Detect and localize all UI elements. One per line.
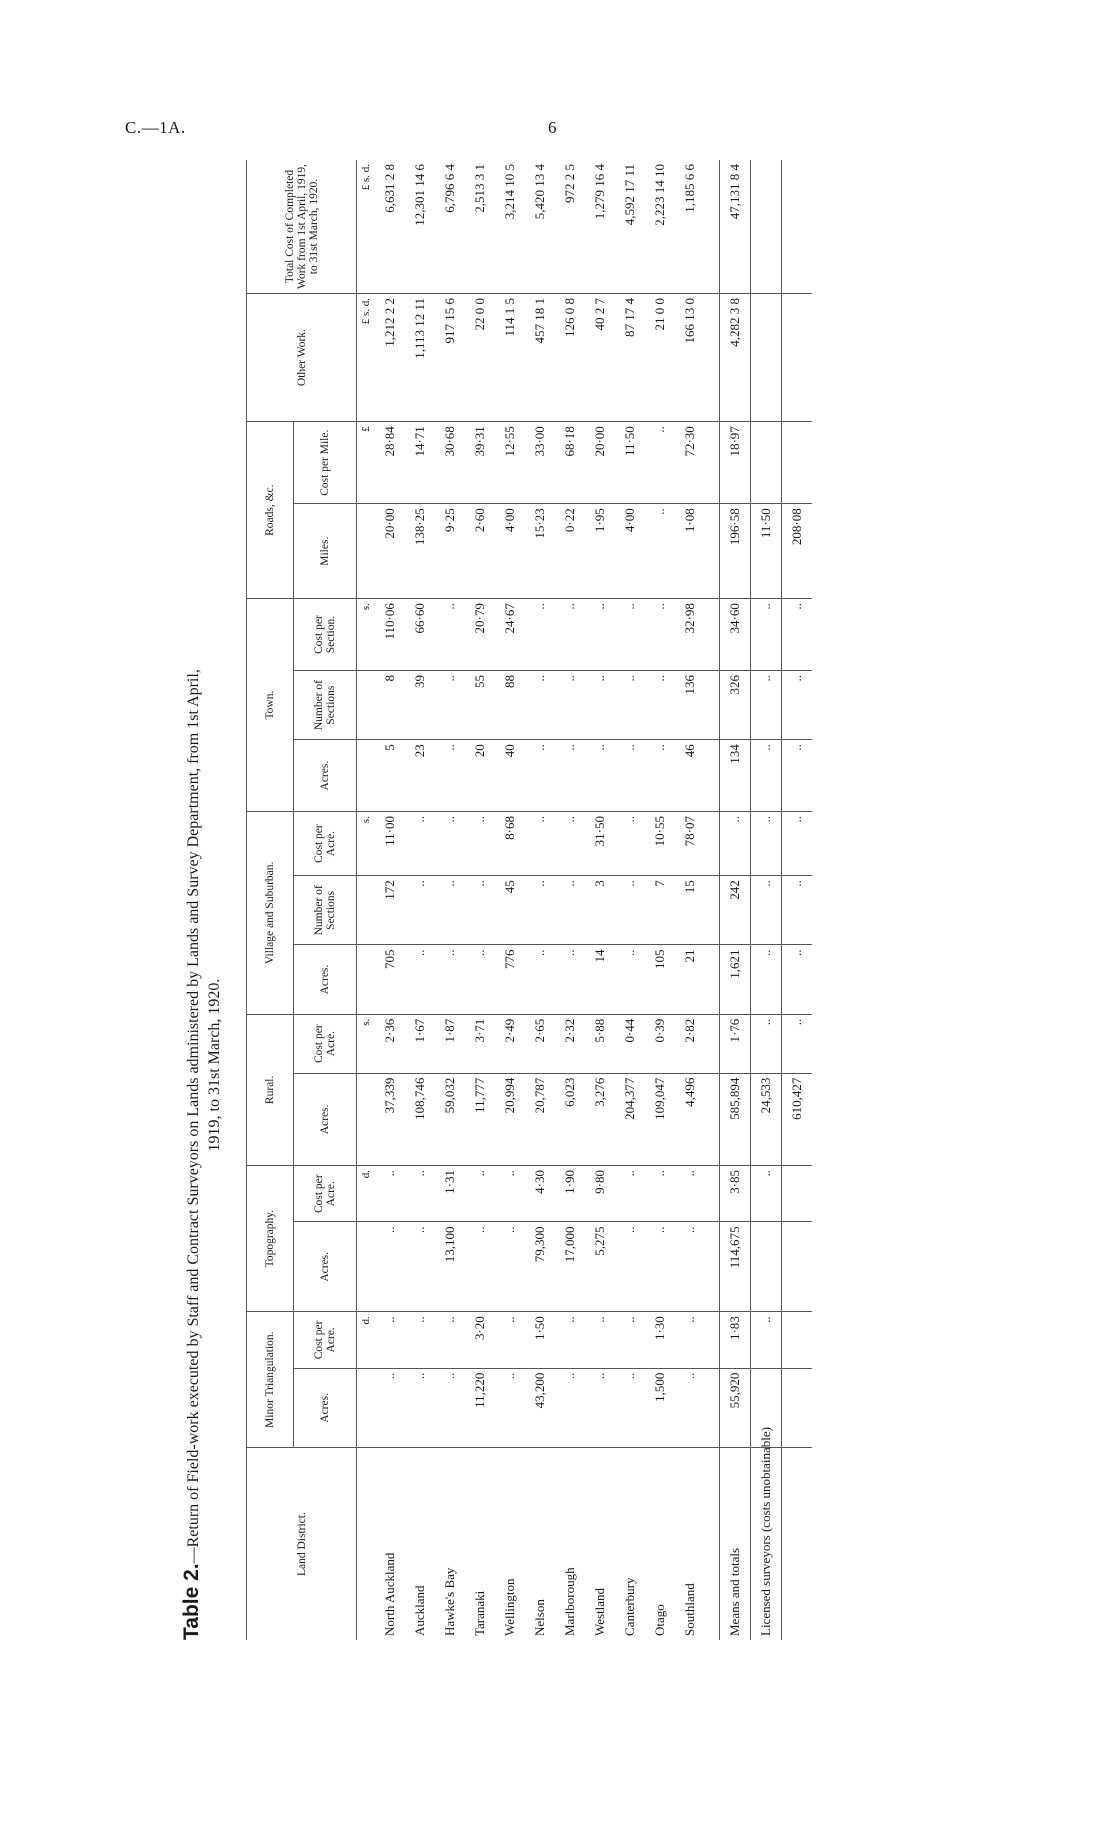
cell-town-acres: .. [585, 740, 615, 812]
cell-topo-acres: .. [675, 1222, 705, 1312]
cell-mile-cost: 33·00 [525, 422, 555, 504]
cell-rural-cost: 0·44 [615, 1014, 645, 1073]
cell-town-sections: .. [645, 670, 675, 739]
cell-other: 166 13 0 [675, 293, 705, 421]
cell-rural-cost: 2·36 [375, 1014, 405, 1073]
grand-total-row [782, 160, 813, 1640]
cell-total: 2,513 3 1 [465, 160, 495, 293]
cell-district: Marlborough [562, 1567, 577, 1636]
units-row [357, 160, 376, 1640]
cell-mt-cost: 1·83 [720, 1312, 751, 1368]
cell-town-sections: .. [585, 670, 615, 739]
table-row [555, 160, 585, 1640]
cell-rural-cost: 1·87 [435, 1014, 465, 1073]
cell-vs-cost: .. [525, 812, 555, 876]
cell-mile-cost: 11·50 [615, 422, 645, 504]
col-rural: Rural. [247, 1014, 294, 1165]
table-row [585, 160, 615, 1640]
cell-other: 1,113 12 11 [405, 293, 435, 421]
cell-vs-acres: .. [525, 945, 555, 1014]
cell-miles: .. [645, 504, 675, 599]
cell-total: 4,592 17 11 [615, 160, 645, 293]
cell-rural-acres: 59,032 [435, 1073, 465, 1165]
cell-town-sections: .. [615, 670, 645, 739]
cell-miles: 4·00 [615, 504, 645, 599]
cell-vs-cost: .. [435, 812, 465, 876]
title-line-2: 1919, to 31st March, 1920. [206, 978, 223, 1152]
page-header-left: C.—1A. [125, 118, 186, 137]
cell-town-cost: .. [435, 599, 465, 671]
cell-vs-sections: .. [465, 876, 495, 945]
cell-district: Canterbury [622, 1577, 637, 1636]
cell-rural-acres: 20,994 [495, 1073, 525, 1165]
cell-topo-acres [782, 1222, 813, 1312]
cell-rural-acres: 37,339 [375, 1073, 405, 1165]
cell-vs-acres: 21 [675, 945, 705, 1014]
cell-district [782, 1448, 813, 1640]
sub-cost-per-acre: Cost per Acre. [294, 1014, 357, 1073]
cell-mt-acres: .. [435, 1368, 465, 1448]
cell-rural-cost: 1·67 [405, 1014, 435, 1073]
cell-town-acres: .. [525, 740, 555, 812]
col-land-district: Land District. [247, 1448, 357, 1640]
cell-total: 1,185 6 6 [675, 160, 705, 293]
cell-mile-cost: .. [645, 422, 675, 504]
table-row [525, 160, 555, 1640]
cell-mt-acres: 43,200 [525, 1368, 555, 1448]
table-row [675, 160, 705, 1640]
table-label: Table 2. [180, 1563, 203, 1640]
unit-label: s. [357, 812, 376, 876]
cell-miles: 1·95 [585, 504, 615, 599]
cell-town-cost: .. [555, 599, 585, 671]
unit-label: £ s. d. [357, 293, 376, 421]
cell-rural-cost: .. [782, 1014, 813, 1073]
cell-other: 114 1 5 [495, 293, 525, 421]
cell-topo-cost: .. [615, 1166, 645, 1222]
cell-total: 6,796 6 4 [435, 160, 465, 293]
cell-rural-acres: 4,496 [675, 1073, 705, 1165]
cell-vs-acres: 776 [495, 945, 525, 1014]
cell-town-cost: 20·79 [465, 599, 495, 671]
cell-topo-cost: .. [495, 1166, 525, 1222]
cell-mt-acres: .. [675, 1368, 705, 1448]
cell-mile-cost: 39·31 [465, 422, 495, 504]
cell-vs-acres: .. [435, 945, 465, 1014]
table-row [615, 160, 645, 1640]
table-row [465, 160, 495, 1640]
cell-rural-cost: 0·39 [645, 1014, 675, 1073]
cell-rural-cost: 2·32 [555, 1014, 585, 1073]
totals-row [720, 160, 751, 1640]
col-town: Town. [247, 599, 294, 812]
cell-vs-acres: .. [782, 945, 813, 1014]
cell-total: 1,279 16 4 [585, 160, 615, 293]
cell-topo-acres: 114,675 [720, 1222, 751, 1312]
cell-miles: 9·25 [435, 504, 465, 599]
cell-topo-cost: 3·85 [720, 1166, 751, 1222]
table-row [495, 160, 525, 1640]
cell-topo-cost: .. [375, 1166, 405, 1222]
cell-district: Wellington [502, 1578, 517, 1636]
cell-topo-cost: 9·80 [585, 1166, 615, 1222]
cell-town-acres: 23 [405, 740, 435, 812]
table-row [375, 160, 405, 1640]
cell-town-cost: 110·06 [375, 599, 405, 671]
cell-vs-sections: .. [615, 876, 645, 945]
sub-number-of-sections: Number of Sections [294, 670, 357, 739]
sub-acres: Acres. [294, 945, 357, 1014]
col-minor-triangulation: Minor Triangulation. [247, 1312, 294, 1448]
cell-vs-acres: .. [465, 945, 495, 1014]
cell-topo-acres: 13,100 [435, 1222, 465, 1312]
cell-town-cost: 66·60 [405, 599, 435, 671]
cell-other: 457 18 1 [525, 293, 555, 421]
rotated-table-sheet [150, 160, 990, 1640]
sub-acres: Acres. [294, 740, 357, 812]
cell-vs-cost: .. [782, 812, 813, 876]
cell-miles: 11·50 [751, 504, 782, 599]
cell-other: 4,282 3 8 [720, 293, 751, 421]
cell-total: 2,223 14 10 [645, 160, 675, 293]
cell-town-acres: .. [555, 740, 585, 812]
cell-mile-cost: 20·00 [585, 422, 615, 504]
table-row [405, 160, 435, 1640]
cell-vs-cost: 8·68 [495, 812, 525, 876]
cell-town-cost: 32·98 [675, 599, 705, 671]
cell-town-sections: .. [435, 670, 465, 739]
cell-mt-acres [782, 1368, 813, 1448]
cell-town-cost: 24·67 [495, 599, 525, 671]
cell-other: 22 0 0 [465, 293, 495, 421]
cell-mt-cost: 3·20 [465, 1312, 495, 1368]
cell-rural-acres: 585,894 [720, 1073, 751, 1165]
cell-rural-acres: 610,427 [782, 1073, 813, 1165]
cell-town-cost: .. [525, 599, 555, 671]
cell-miles: 196·58 [720, 504, 751, 599]
cell-vs-sections: .. [751, 876, 782, 945]
cell-town-sections: 88 [495, 670, 525, 739]
cell-miles: 20·00 [375, 504, 405, 599]
cell-mt-cost: .. [375, 1312, 405, 1368]
cell-topo-acres: 17,000 [555, 1222, 585, 1312]
cell-total: 6,631 2 8 [375, 160, 405, 293]
cell-total: 972 2 5 [555, 160, 585, 293]
cell-topo-acres: .. [615, 1222, 645, 1312]
cell-vs-sections: 3 [585, 876, 615, 945]
cell-vs-sections: .. [555, 876, 585, 945]
cell-district: Nelson [532, 1599, 547, 1636]
cell-mt-cost: .. [435, 1312, 465, 1368]
cell-vs-cost: .. [615, 812, 645, 876]
cell-topo-cost: .. [405, 1166, 435, 1222]
cell-vs-sections: 45 [495, 876, 525, 945]
sub-acres: Acres. [294, 1073, 357, 1165]
cell-vs-sections: 172 [375, 876, 405, 945]
cell-mt-cost: .. [751, 1312, 782, 1368]
sub-cost-per-section: Cost per Section. [294, 599, 357, 671]
cell-rural-acres: 20,787 [525, 1073, 555, 1165]
cell-other: 917 15 6 [435, 293, 465, 421]
cell-district: Means and totals [720, 1448, 751, 1640]
cell-vs-cost: 11·00 [375, 812, 405, 876]
cell-topo-cost: 4·30 [525, 1166, 555, 1222]
cell-rural-cost: 2·65 [525, 1014, 555, 1073]
field-work-table [246, 160, 812, 1640]
cell-vs-sections: .. [782, 876, 813, 945]
cell-rural-acres: 3,276 [585, 1073, 615, 1165]
sub-cost-per-acre: Cost per Acre. [294, 812, 357, 876]
cell-town-sections: .. [555, 670, 585, 739]
cell-town-acres: 40 [495, 740, 525, 812]
cell-mt-cost [782, 1312, 813, 1368]
cell-rural-cost: 2·49 [495, 1014, 525, 1073]
cell-topo-cost: .. [645, 1166, 675, 1222]
cell-mile-cost: 30·68 [435, 422, 465, 504]
cell-town-cost: .. [615, 599, 645, 671]
cell-town-cost: .. [751, 599, 782, 671]
cell-mile-cost: 68·18 [555, 422, 585, 504]
cell-district: Otago [652, 1604, 667, 1636]
table-title [180, 160, 224, 1640]
cell-topo-cost: .. [675, 1166, 705, 1222]
cell-town-sections: 55 [465, 670, 495, 739]
cell-town-acres: .. [435, 740, 465, 812]
cell-topo-cost: 1·31 [435, 1166, 465, 1222]
cell-topo-acres: .. [645, 1222, 675, 1312]
unit-label: d. [357, 1166, 376, 1222]
cell-rural-cost: 3·71 [465, 1014, 495, 1073]
cell-rural-cost: 2·82 [675, 1014, 705, 1073]
cell-rural-acres: 6,023 [555, 1073, 585, 1165]
sub-cost-per-mile: Cost per Mile. [294, 422, 357, 504]
sub-acres: Acres. [294, 1368, 357, 1448]
cell-mt-acres: 1,500 [645, 1368, 675, 1448]
cell-town-sections: 136 [675, 670, 705, 739]
cell-miles: 1·08 [675, 504, 705, 599]
cell-other: 126 0 8 [555, 293, 585, 421]
unit-label: £ [357, 422, 376, 504]
cell-vs-cost: .. [751, 812, 782, 876]
cell-mt-acres: .. [495, 1368, 525, 1448]
cell-other: 1,212 2 2 [375, 293, 405, 421]
cell-vs-cost: 10·55 [645, 812, 675, 876]
cell-district: Hawke's Bay [442, 1567, 457, 1636]
cell-rural-acres: 24,533 [751, 1073, 782, 1165]
cell-mt-acres: 11,220 [465, 1368, 495, 1448]
cell-miles: 208·08 [782, 504, 813, 599]
sub-cost-per-acre: Cost per Acre. [294, 1166, 357, 1222]
spacer-row [705, 160, 720, 1640]
cell-town-cost: .. [645, 599, 675, 671]
cell-district: Westland [592, 1587, 607, 1636]
cell-topo-cost: 1·90 [555, 1166, 585, 1222]
cell-mt-cost: .. [585, 1312, 615, 1368]
cell-mt-acres: .. [375, 1368, 405, 1448]
cell-mt-cost: .. [675, 1312, 705, 1368]
col-village-suburban: Village and Suburban. [247, 812, 294, 1015]
sub-acres: Acres. [294, 1222, 357, 1312]
cell-district: Taranaki [472, 1590, 487, 1636]
col-other-work: Other Work. [247, 293, 357, 421]
cell-vs-sections: .. [525, 876, 555, 945]
cell-mile-cost: 14·71 [405, 422, 435, 504]
cell-district: Auckland [412, 1585, 427, 1636]
cell-mile-cost [782, 422, 813, 504]
cell-other [751, 293, 782, 421]
cell-town-sections: .. [751, 670, 782, 739]
cell-mt-acres: .. [555, 1368, 585, 1448]
cell-total: 5,420 13 4 [525, 160, 555, 293]
cell-rural-cost: 1·76 [720, 1014, 751, 1073]
cell-town-cost: .. [782, 599, 813, 671]
cell-vs-sections: 242 [720, 876, 751, 945]
cell-topo-cost [782, 1166, 813, 1222]
cell-mile-cost: 72·30 [675, 422, 705, 504]
cell-vs-cost: .. [720, 812, 751, 876]
cell-total [782, 160, 813, 293]
cell-miles: 138·25 [405, 504, 435, 599]
cell-district: Licensed surveyors (costs unobtainable) [751, 1448, 782, 1640]
unit-label: d. [357, 1312, 376, 1368]
cell-other: 21 0 0 [645, 293, 675, 421]
cell-mile-cost: 28·84 [375, 422, 405, 504]
cell-town-acres: 134 [720, 740, 751, 812]
cell-total [751, 160, 782, 293]
cell-mt-cost: 1·50 [525, 1312, 555, 1368]
cell-mt-acres: .. [405, 1368, 435, 1448]
cell-vs-cost: 31·50 [585, 812, 615, 876]
cell-town-acres: .. [782, 740, 813, 812]
cell-vs-cost: 78·07 [675, 812, 705, 876]
cell-mt-acres: .. [585, 1368, 615, 1448]
cell-other [782, 293, 813, 421]
col-total-cost: Total Cost of Completed Work from 1st April, 1919, to 31st March, 1920. [247, 160, 357, 293]
cell-rural-acres: 204,377 [615, 1073, 645, 1165]
cell-vs-acres: 1,621 [720, 945, 751, 1014]
cell-other: 40 2 7 [585, 293, 615, 421]
cell-topo-acres [751, 1222, 782, 1312]
cell-rural-acres: 108,746 [405, 1073, 435, 1165]
unit-label: s. [357, 1014, 376, 1073]
cell-town-sections: 326 [720, 670, 751, 739]
col-topography: Topography. [247, 1166, 294, 1312]
cell-town-cost: 34·60 [720, 599, 751, 671]
cell-town-acres: .. [751, 740, 782, 812]
cell-vs-acres: .. [615, 945, 645, 1014]
title-line-1: —Return of Field-work executed by Staff and Contract Surveyors on Lands administered by Lands and Survey Department, from 1st April, [185, 669, 202, 1564]
cell-vs-cost: .. [555, 812, 585, 876]
cell-vs-cost: .. [405, 812, 435, 876]
cell-mt-acres: 55,920 [720, 1368, 751, 1448]
cell-town-sections: 39 [405, 670, 435, 739]
sub-miles: Miles. [294, 504, 357, 599]
cell-vs-acres: 14 [585, 945, 615, 1014]
cell-mt-cost: .. [405, 1312, 435, 1368]
cell-mt-acres: .. [615, 1368, 645, 1448]
cell-miles: 4·00 [495, 504, 525, 599]
col-roads: Roads, &c. [247, 422, 294, 599]
cell-vs-acres: .. [751, 945, 782, 1014]
cell-vs-acres: 705 [375, 945, 405, 1014]
cell-total: 3,214 10 5 [495, 160, 525, 293]
cell-mt-cost: .. [495, 1312, 525, 1368]
cell-topo-acres: 5,275 [585, 1222, 615, 1312]
cell-mt-cost: .. [555, 1312, 585, 1368]
cell-vs-cost: .. [465, 812, 495, 876]
cell-rural-cost: 5·88 [585, 1014, 615, 1073]
cell-mt-cost: .. [615, 1312, 645, 1368]
cell-vs-sections: 7 [645, 876, 675, 945]
cell-district: North Auckland [382, 1552, 397, 1636]
cell-miles: 2·60 [465, 504, 495, 599]
cell-town-acres: 46 [675, 740, 705, 812]
cell-town-acres: .. [615, 740, 645, 812]
cell-topo-cost: .. [751, 1166, 782, 1222]
table-row [645, 160, 675, 1640]
cell-mile-cost [751, 422, 782, 504]
cell-town-sections: .. [525, 670, 555, 739]
sub-number-of-sections: Number of Sections [294, 876, 357, 945]
cell-town-acres: 5 [375, 740, 405, 812]
cell-rural-acres: 109,047 [645, 1073, 675, 1165]
unit-label: £ s. d. [357, 160, 376, 293]
cell-other: 87 17 4 [615, 293, 645, 421]
cell-miles: 15·23 [525, 504, 555, 599]
cell-topo-acres: .. [375, 1222, 405, 1312]
cell-vs-acres: 105 [645, 945, 675, 1014]
cell-topo-acres: .. [465, 1222, 495, 1312]
cell-vs-sections: .. [435, 876, 465, 945]
page-number: 6 [548, 118, 557, 137]
cell-mt-cost: 1·30 [645, 1312, 675, 1368]
cell-town-acres: .. [645, 740, 675, 812]
cell-vs-acres: .. [555, 945, 585, 1014]
cell-vs-sections: 15 [675, 876, 705, 945]
cell-mile-cost: 12·55 [495, 422, 525, 504]
unit-label: s. [357, 599, 376, 671]
cell-topo-acres: .. [495, 1222, 525, 1312]
cell-miles: 0·22 [555, 504, 585, 599]
cell-rural-acres: 11,777 [465, 1073, 495, 1165]
cell-topo-acres: .. [405, 1222, 435, 1312]
licensed-surveyors-row [751, 160, 782, 1640]
cell-total: 47,131 8 4 [720, 160, 751, 293]
cell-town-cost: .. [585, 599, 615, 671]
cell-topo-acres: 79,300 [525, 1222, 555, 1312]
table-row [435, 160, 465, 1640]
cell-town-sections: 8 [375, 670, 405, 739]
cell-town-sections: .. [782, 670, 813, 739]
cell-vs-sections: .. [405, 876, 435, 945]
cell-rural-cost: .. [751, 1014, 782, 1073]
sub-cost-per-acre: Cost per Acre. [294, 1312, 357, 1368]
cell-district: Southland [682, 1583, 697, 1636]
cell-town-acres: 20 [465, 740, 495, 812]
cell-vs-acres: .. [405, 945, 435, 1014]
cell-topo-cost: .. [465, 1166, 495, 1222]
cell-mile-cost: 18·97 [720, 422, 751, 504]
cell-total: 12,301 14 6 [405, 160, 435, 293]
